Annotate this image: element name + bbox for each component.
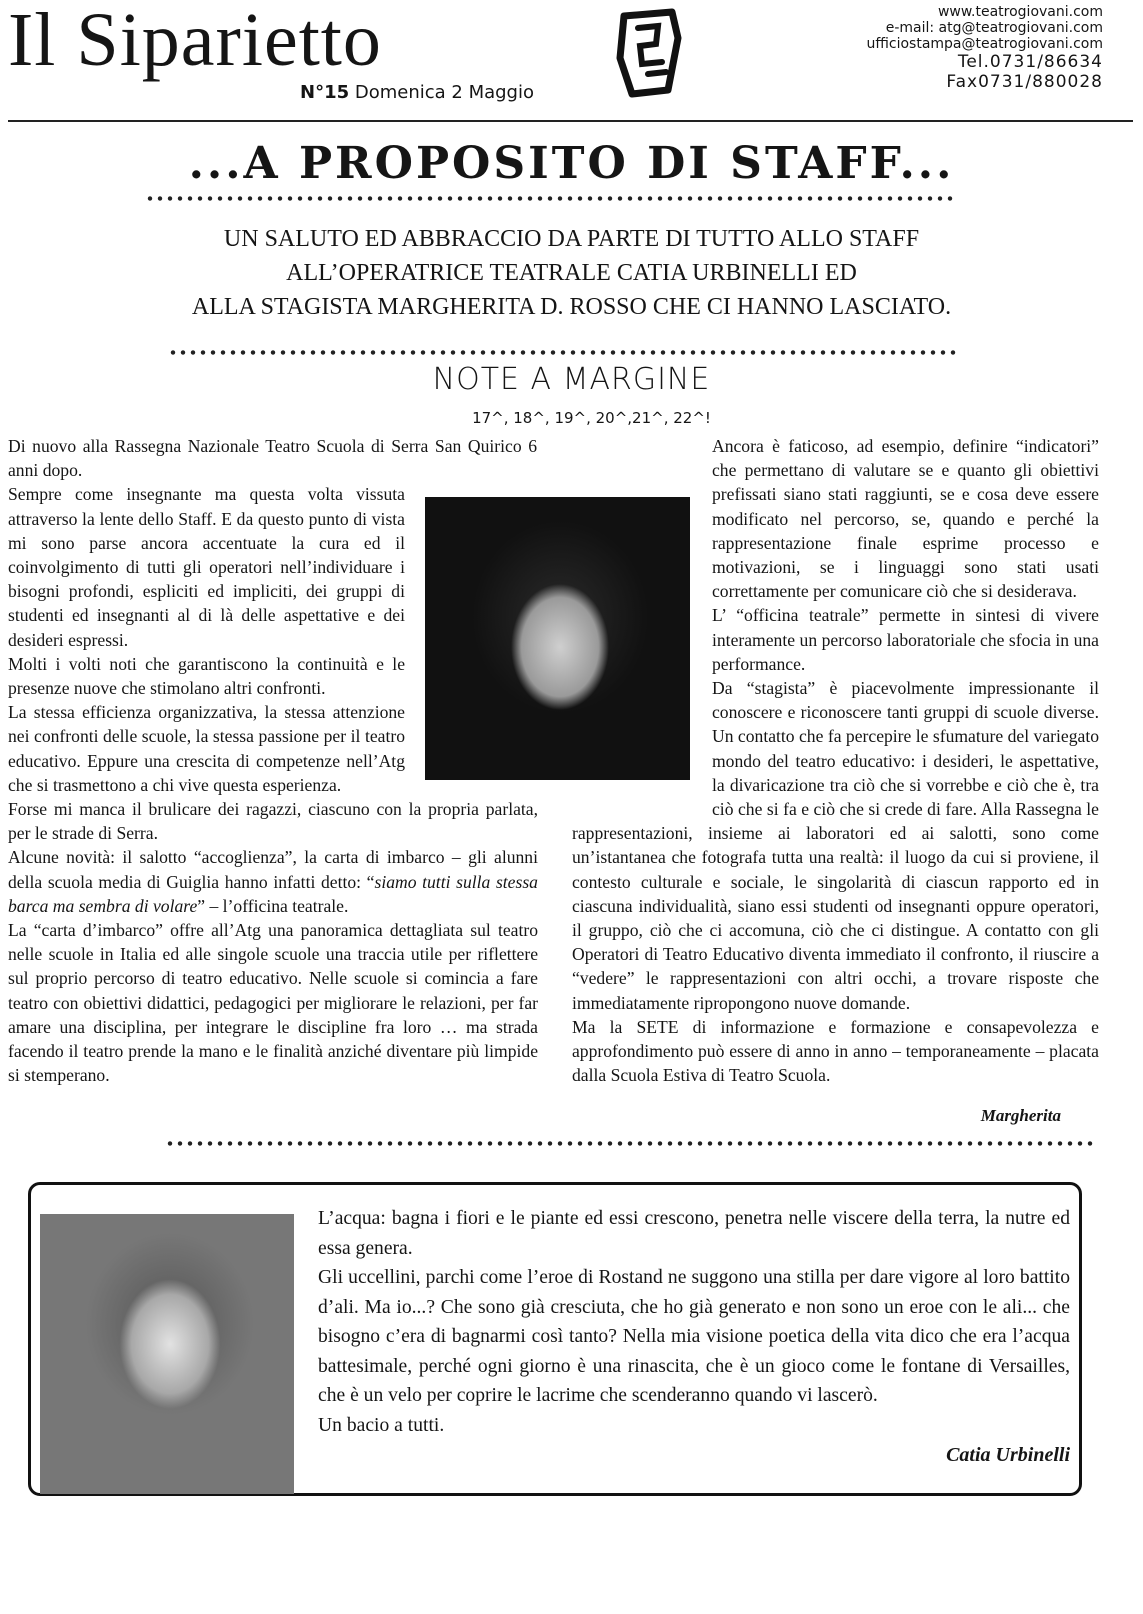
- paragraph: Sempre come insegnante ma questa volta vissuta attraverso la lente dello Staff. E da questo punto di vista mi sono parse ancora accentuate la cura ed il coinvolgimento di tutti gli operatori nell’individuare i bisogni profondi, espliciti ed impliciti, dei gruppi di studenti ed insegnanti al di là delle aspettative e dei desideri espressi.: [8, 484, 405, 650]
- email-link[interactable]: e-mail: atg@teatrogiovani.com: [885, 20, 1103, 36]
- issue-number: N°15: [300, 82, 350, 103]
- masthead-title: Il Siparietto: [8, 0, 382, 82]
- section-dates: 17^, 18^, 19^, 20^,21^, 22^!: [472, 409, 711, 427]
- paragraph: L’ “officina teatrale” permette in sintesi di vivere interamente un percorso laboratoriale che sfocia in una performance.: [712, 605, 1099, 674]
- quote: siamo tutti sulla stessa barca ma sembra di volare: [8, 871, 538, 916]
- paragraph: Ancora è faticoso, ad esempio, definire “indicatori” che permettano di valutare se e quanto gli obiettivi prefissati siano stati raggiunti, se e cosa deve essere modificato nel percorso, se, quando e perché la rappresentazione finale esprime processo e motivazioni, se i linguaggi sono stati usati correttamente per comunicare ciò che si desiderava.: [712, 436, 1099, 602]
- phone-number: Tel.0731/86634: [957, 52, 1103, 72]
- subtitle-line: UN SALUTO ED ABBRACCIO DA PARTE DI TUTTO ALLO STAFF: [223, 226, 920, 252]
- paragraph: Gli uccellini, parchi come l’eroe di Rostand ne suggono una stilla per dare vigore al loro battito d’ali. Ma io...? Che sono già cresciuta, che ho già generato e non sono un eroe con le ali... che bisogno c’era di bagnarmi così tanto? Nella mia visione poetica della vita dico che era l’acqua battesimale, perché ogni giorno è una rinascita, che è un gioco come le fontane di Versailles, che è un velo per coprire le lacrime che scenderanno quando vi lascerò.: [318, 1267, 1070, 1407]
- article-body: [8, 434, 1099, 1496]
- paragraph: Un bacio a tutti.: [318, 1414, 445, 1436]
- signature: Catia Urbinelli: [946, 1444, 1070, 1467]
- issue-info: [300, 82, 534, 104]
- fax-number: Fax0731/880028: [946, 72, 1103, 92]
- atg-logo-icon: [612, 8, 692, 98]
- article-columns: [8, 434, 1099, 1087]
- paragraph: L’acqua: bagna i fiori e le piante ed essi crescono, penetra nelle viscere della terra, la nutre ed essa genera.: [318, 1208, 1070, 1259]
- paragraph: Di nuovo alla Rassegna Nazionale Teatro Scuola di Serra San Quirico 6 anni dopo.: [8, 436, 537, 481]
- contact-info: [866, 4, 1103, 92]
- paragraph: Da “stagista” è piacevolmente impressionante il conoscere e riconoscere tanti gruppi di scuole diverse. Un contatto che fa percepire le sfumature del variegato mondo del teatro educativo: i desideri, le aspettative, la divaricazione tra ciò che si vorrebbe e ciò che è, tra ciò che si fa e ciò che si crede di fare. Alla Rassegna le rappresentazioni, insieme ai laboratori ed ai salotti, sono come un’istantanea che fotografa tutta una realtà: il luogo da cui si proviene, il contesto culturale e sociale, le singolarità di ciascun rapporto ed in ciascuna individualità, siano essi studenti od insegnanti oppure operatori, il gruppo, ciò che ci accomuna, ciò che ci distingue. A contatto con gli Operatori di Teatro Educativo diventa immediato il confronto, il riuscire a “vedere” le rappresentazioni con altri occhi, a trovare risposte che immediatamente ripropongono nuove domande.: [572, 678, 1099, 1013]
- farewell-text: [318, 1185, 1070, 1474]
- subtitle-line: ALL’OPERATRICE TEATRALE CATIA URBINELLI ED: [286, 260, 857, 286]
- farewell-box: [28, 1182, 1082, 1496]
- portrait-photo-catia: [40, 1214, 294, 1494]
- paragraph: Ma la SETE di informazione e formazione e consapevolezza e approfondimento può essere di anno in anno – temporaneamente – placata dalla Scuola Estiva di Teatro Scuola.: [572, 1016, 1099, 1086]
- press-email-link[interactable]: ufficiostampa@teatrogiovani.com: [866, 36, 1103, 52]
- paragraph: Forse mi manca il brulicare dei ragazzi, ciascuno con la propria parlata, per le strade di Serra.: [8, 799, 538, 844]
- dotted-divider: [145, 196, 957, 201]
- article-title: ...A PROPOSITO DI STAFF...: [188, 138, 955, 189]
- paragraph: Molti i volti noti che garantiscono la continuità e le presenze nuove che stimolano altri confronti.: [8, 653, 405, 699]
- article-subtitle: [0, 222, 1143, 324]
- paragraph: [8, 845, 538, 918]
- portrait-photo-margherita: [425, 497, 690, 780]
- subtitle-line: ALLA STAGISTA MARGHERITA D. ROSSO CHE CI HANNO LASCIATO.: [191, 294, 952, 320]
- dotted-divider: [168, 350, 956, 355]
- text: ” – l’officina teatrale.: [197, 895, 349, 916]
- dotted-divider: [165, 1141, 1095, 1146]
- paragraph: La stessa efficienza organizzativa, la stessa attenzione nei confronti delle scuole, la stessa passione per il teatro educativo. Eppure una crescita di competenze nell’Atg che si trasmettono a chi vive questa esperienza.: [8, 702, 405, 795]
- paragraph: La “carta d’imbarco” offre all’Atg una panoramica dettagliata sul teatro nelle scuole in Italia ed alle singole scuole una traccia utile per riflettere sul proprio percorso di teatro educativo. Nelle scuole si comincia a fare teatro con obiettivi didattici, pedagogici per migliorare le relazioni, per far amare una disciplina, per integrare le discipline fra loro … ma strada facendo il teatro prende la mano e le finalità anziché diventare più limpide si stemperano.: [8, 920, 538, 1086]
- text: Alcune novità: il salotto “accoglienza”, la carta di imbarco – gli alunni della scuola media di Guiglia hanno infatti detto: “: [8, 847, 538, 892]
- section-title: NOTE A MARGINE: [432, 362, 711, 397]
- signature: Margherita: [980, 1106, 1061, 1126]
- header-divider: [8, 120, 1133, 122]
- issue-date: Domenica 2 Maggio: [354, 82, 534, 103]
- website-link[interactable]: www.teatrogiovani.com: [937, 4, 1103, 20]
